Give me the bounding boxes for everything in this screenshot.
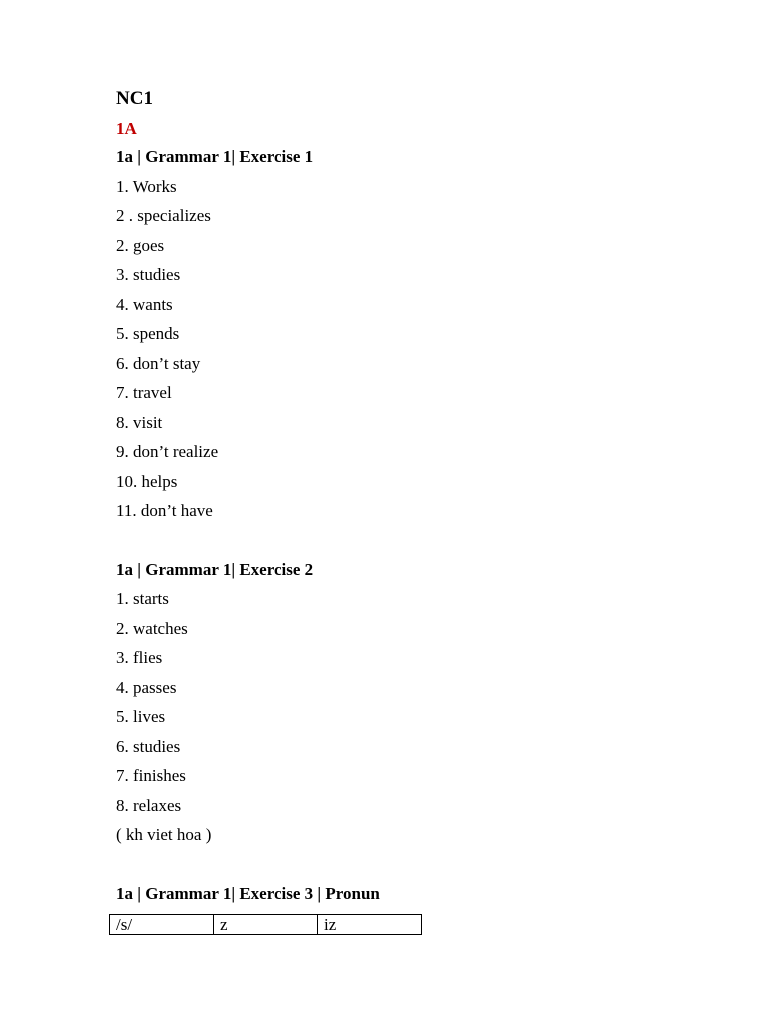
answer-item: 2 . specializes xyxy=(116,206,211,225)
answer-item: 1. Works xyxy=(116,176,177,196)
answer-item: 2. watches xyxy=(116,618,188,638)
section-label: 1A xyxy=(116,119,137,138)
answer-item: 7. travel xyxy=(116,383,172,402)
answer-item: 8. relaxes xyxy=(116,795,182,815)
table-header-cell: z xyxy=(214,915,318,935)
exercise-1-heading: 1a | Grammar 1| Exercise 1 xyxy=(116,147,314,166)
answer-note: ( kh viet hoa ) xyxy=(116,825,212,844)
answer-item: 1. starts xyxy=(116,589,169,608)
answer-item: 4. passes xyxy=(116,677,177,697)
spacer xyxy=(116,526,716,555)
table-header-cell: /s/ xyxy=(110,915,214,935)
answer-item: 6. don’t stay xyxy=(116,353,201,373)
exercise-2-heading: 1a | Grammar 1| Exercise 2 xyxy=(116,559,314,579)
exercise-3-heading: 1a | Grammar 1| Exercise 3 | Pronun xyxy=(116,883,380,903)
answer-item: 3. flies xyxy=(116,648,163,667)
table-header-cell: iz xyxy=(318,915,422,935)
answer-item: 2. goes xyxy=(116,235,165,255)
document-page xyxy=(116,86,716,908)
answer-item: 5. spends xyxy=(116,324,180,343)
exercise-2-answers xyxy=(116,584,716,850)
answer-item: 8. visit xyxy=(116,412,163,432)
answer-item: 11. don’t have xyxy=(116,501,213,520)
spacer xyxy=(116,850,716,879)
answer-item: 3. studies xyxy=(116,265,181,284)
answer-item: 9. don’t realize xyxy=(116,442,219,461)
pronunciation-table xyxy=(109,914,422,935)
answer-item: 4. wants xyxy=(116,294,173,314)
answer-item: 6. studies xyxy=(116,736,181,756)
exercise-1-answers xyxy=(116,172,716,526)
table-row xyxy=(110,915,422,935)
answer-item: 10. helps xyxy=(116,471,178,491)
answer-item: 7. finishes xyxy=(116,766,186,785)
answer-item: 5. lives xyxy=(116,707,166,726)
document-title: NC1 xyxy=(116,88,153,109)
